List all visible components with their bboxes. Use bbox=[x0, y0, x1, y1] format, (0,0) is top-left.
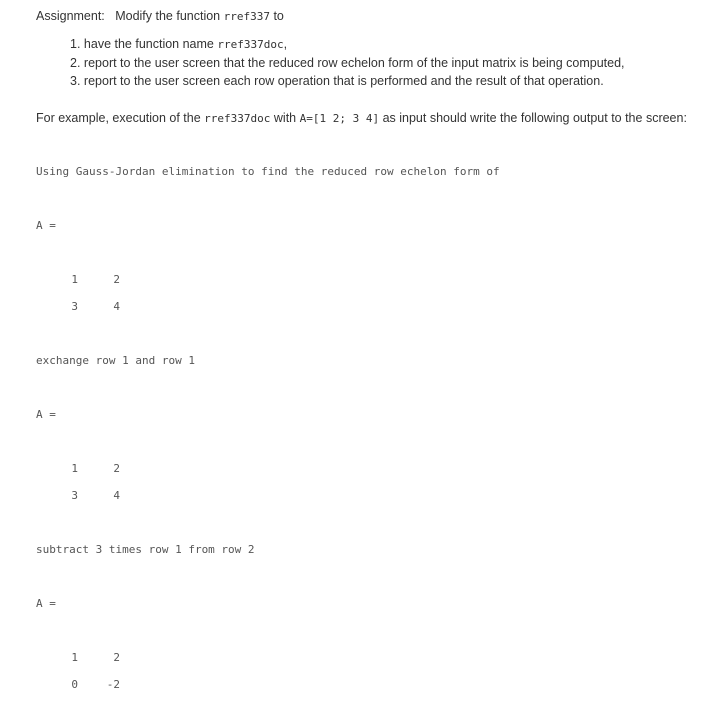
assignment-to: to bbox=[273, 9, 284, 23]
list-item-text: report to the user screen that the reduced row echelon form of the input matrix is being computed, bbox=[83, 56, 625, 70]
list-item-code: rref337doc bbox=[217, 38, 284, 51]
list-item-tail: , bbox=[283, 37, 288, 51]
list-item-number: 3. bbox=[70, 74, 81, 88]
example-pre: For example, execution of the bbox=[36, 111, 201, 125]
list-item bbox=[70, 37, 287, 51]
row-operation: subtract 3 times row 1 from row 2 bbox=[36, 543, 255, 556]
list-item bbox=[70, 74, 604, 88]
matrix-cell: 2 bbox=[113, 651, 120, 664]
example-post: as input should write the following output to the screen: bbox=[382, 111, 687, 125]
example-sentence bbox=[36, 111, 687, 125]
assignment-function-name: rref337 bbox=[223, 10, 270, 23]
assignment-intro: Modify the function bbox=[115, 9, 221, 23]
list-item-number: 2. bbox=[70, 56, 81, 70]
assignment-line bbox=[36, 9, 284, 23]
matrix-label: A = bbox=[36, 597, 56, 610]
matrix-cell: 4 bbox=[113, 489, 120, 502]
matrix-cell: 1 bbox=[71, 462, 78, 475]
matrix-cell: 3 bbox=[71, 300, 78, 313]
matrix-label: A = bbox=[36, 219, 56, 232]
list-item-number: 1. bbox=[70, 37, 81, 51]
matrix-cell: 2 bbox=[113, 462, 120, 475]
example-function-name: rref337doc bbox=[204, 112, 271, 125]
matrix-cell: -2 bbox=[106, 678, 120, 691]
assignment-label: Assignment: bbox=[36, 9, 105, 23]
list-item-text: have the function name bbox=[83, 37, 214, 51]
matrix-cell: 0 bbox=[71, 678, 78, 691]
list-item bbox=[70, 56, 625, 70]
matrix-label: A = bbox=[36, 408, 56, 421]
matrix-cell: 1 bbox=[71, 273, 78, 286]
matrix-cell: 1 bbox=[71, 651, 78, 664]
matrix-cell: 4 bbox=[113, 300, 120, 313]
row-operation: exchange row 1 and row 1 bbox=[36, 354, 195, 367]
list-item-text: report to the user screen each row operation that is performed and the result of that operation. bbox=[83, 74, 604, 88]
output-header: Using Gauss-Jordan elimination to find the reduced row echelon form of bbox=[36, 165, 500, 178]
example-argument: A=[1 2; 3 4] bbox=[299, 112, 380, 125]
matrix-cell: 2 bbox=[113, 273, 120, 286]
matrix-cell: 3 bbox=[71, 489, 78, 502]
example-mid: with bbox=[273, 111, 297, 125]
